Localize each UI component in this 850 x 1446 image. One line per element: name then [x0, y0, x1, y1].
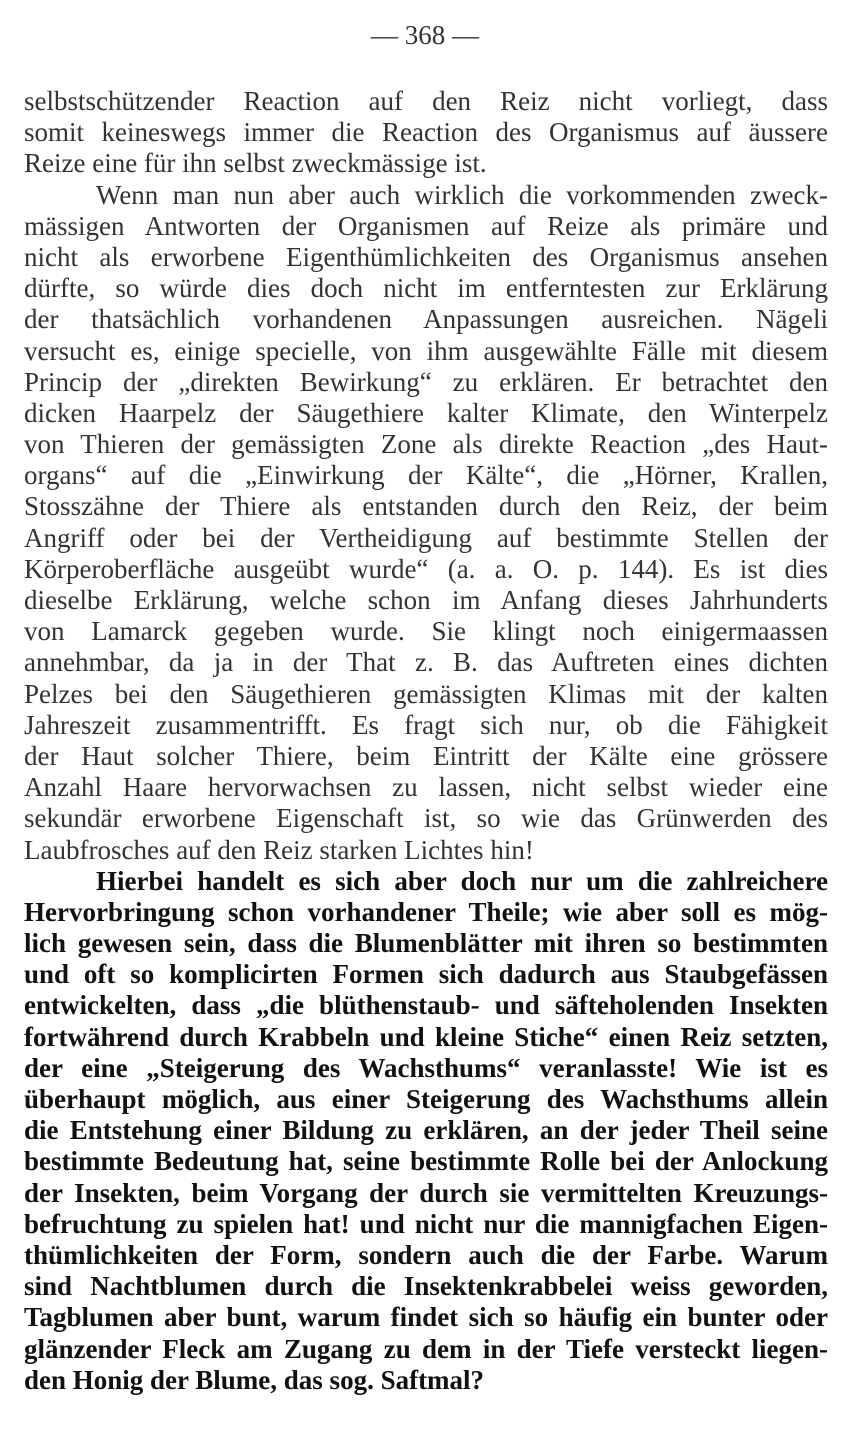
text-line: Tagblumen aber bunt, warum findet sich so häufig ein bunter oder: [24, 1302, 828, 1333]
text-line: Körperoberfläche ausgeübt wurde“ (a. a. O. p. 144). Es ist dies: [24, 553, 828, 584]
text-line: dieselbe Erklärung, welche schon im Anfang dieses Jahrhunderts: [24, 585, 828, 615]
text-line: versucht es, einige specielle, von ihm ausgewählte Fälle mit diesem: [24, 335, 828, 366]
text-line: nicht als erworbene Eigenthümlichkeiten des Organismus ansehen: [24, 241, 828, 272]
page-number: — 368 —: [371, 20, 479, 50]
text-line: selbstschützender Reaction auf den Reiz nicht vorliegt, dass: [24, 86, 828, 116]
text-line: Princip der „direkten Bewirkung“ zu erklären. Er betrachtet den: [24, 366, 828, 397]
text-line: Wenn man nun aber auch wirklich die vorkommenden zweck-: [96, 179, 828, 210]
text-line: lich gewesen sein, dass die Blumenblätter mit ihren so bestimmten: [24, 928, 828, 959]
text-line: entwickelten, dass „die blüthenstaub- und säfteholenden Insekten: [24, 990, 828, 1021]
text-line: Anzahl Haare hervorwachsen zu lassen, nicht selbst wieder eine: [24, 772, 828, 803]
text-line: Angriff oder bei der Vertheidigung auf bestimmte Stellen der: [24, 522, 828, 553]
text-line: der thatsächlich vorhandenen Anpassungen ausreichen. Nägeli: [24, 304, 828, 335]
text-line: glänzender Fleck am Zugang zu dem in der Tiefe versteckt liegen-: [24, 1333, 828, 1364]
text-line: Hervorbringung schon vorhandener Theile; wie aber soll es mög-: [24, 896, 828, 927]
text-line: sind Nachtblumen durch die Insektenkrabbelei weiss geworden,: [24, 1271, 828, 1302]
body-text: [24, 86, 828, 1396]
paragraph-3: [24, 866, 828, 1396]
text-line: somit keineswegs immer die Reaction des Organismus auf äussere: [24, 117, 828, 148]
text-line: sekundär erworbene Eigenschaft ist, so wie das Grünwerden des: [24, 803, 828, 834]
text-line: Hierbei handelt es sich aber doch nur um die zahlreichere: [96, 865, 828, 896]
text-line: dürfte, so würde dies doch nicht im entferntesten zur Erklärung: [24, 273, 828, 304]
text-line: und oft so komplicirten Formen sich dadurch aus Staubgefässen: [24, 959, 828, 990]
text-line: den Honig der Blume, das sog. Saftmal?: [24, 1364, 485, 1395]
text-line: befruchtung zu spielen hat! und nicht nur die mannigfachen Eigen-: [24, 1208, 828, 1239]
text-line: der eine „Steigerung des Wachsthums“ veranlasste! Wie ist es: [24, 1052, 828, 1083]
text-line: fortwährend durch Krabbeln und kleine Stiche“ einen Reiz setzten,: [24, 1021, 828, 1052]
text-line: die Entstehung einer Bildung zu erklären, an der jeder Theil seine: [24, 1115, 828, 1146]
text-line: thümlichkeiten der Form, sondern auch die der Farbe. Warum: [24, 1239, 828, 1270]
text-line: Jahreszeit zusammentrifft. Es fragt sich nur, ob die Fähigkeit: [24, 709, 828, 740]
text-line: bestimmte Bedeutung hat, seine bestimmte Rolle bei der Anlockung: [24, 1146, 828, 1177]
text-line: Laubfrosches auf den Reiz starken Lichtes hin!: [24, 834, 534, 865]
text-line: der Insekten, beim Vorgang der durch sie vermittelten Kreuzungs-: [24, 1177, 828, 1208]
text-line: Reize eine für ihn selbst zweckmässige ist.: [24, 148, 487, 179]
text-line: mässigen Antworten der Organismen auf Reize als primäre und: [24, 210, 828, 241]
text-line: Stosszähne der Thiere als entstanden durch den Reiz, der beim: [24, 491, 828, 522]
text-line: der Haut solcher Thiere, beim Eintritt der Kälte eine grössere: [24, 740, 828, 771]
text-line: Pelzes bei den Säugethieren gemässigten Klimas mit der kalten: [24, 678, 828, 709]
text-line: annehmbar, da ja in der That z. B. das Auftreten eines dichten: [24, 647, 828, 678]
paragraph-2: [24, 180, 828, 866]
text-line: von Thieren der gemässigten Zone als direkte Reaction „des Haut-: [24, 429, 828, 460]
text-line: von Lamarck gegeben wurde. Sie klingt noch einigermaassen: [24, 616, 828, 647]
paragraph-1: [24, 86, 828, 180]
text-line: überhaupt möglich, aus einer Steigerung des Wachsthums allein: [24, 1084, 828, 1114]
text-line: dicken Haarpelz der Säugethiere kalter Klimate, den Winterpelz: [24, 397, 828, 428]
text-line: organs“ auf die „Einwirkung der Kälte“, die „Hörner, Krallen,: [24, 460, 828, 491]
